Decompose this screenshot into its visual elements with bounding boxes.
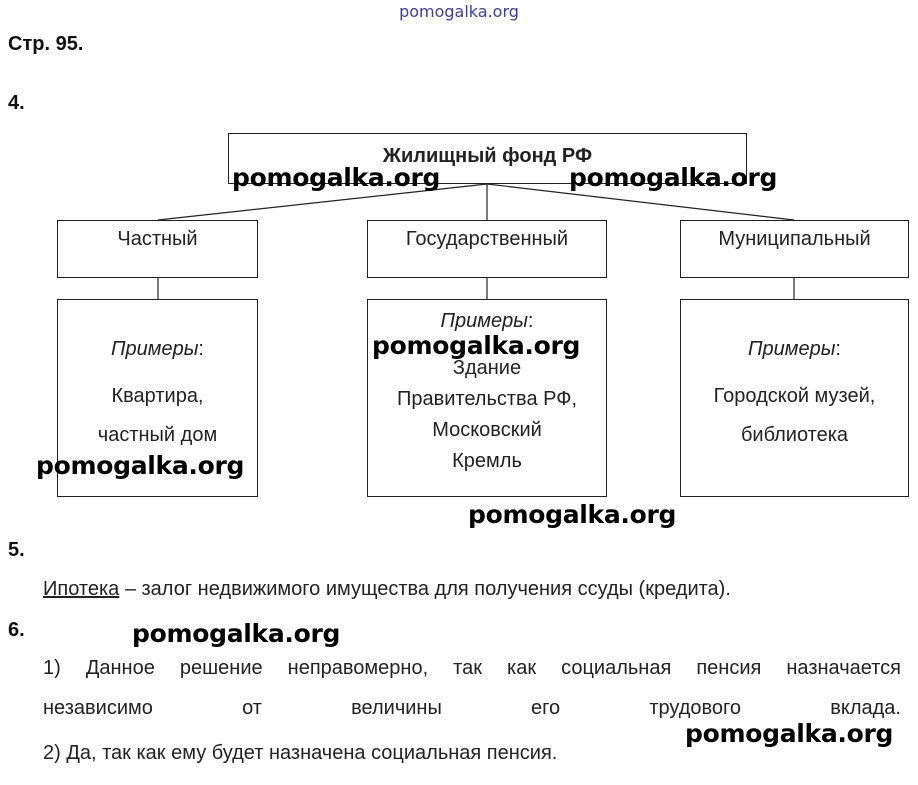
category-box-municipal [680,220,909,278]
example-item: Правительства РФ, [396,388,578,410]
task6-number: 6. [8,619,25,641]
term-ipoteka: Ипотека [43,578,120,600]
site-header-link[interactable]: pomogalka.org [399,2,519,21]
diagram-root-label: Жилищный фонд РФ [382,145,593,167]
examples-heading: Примеры: [748,338,841,360]
watermark: pomogalka.org [36,451,245,480]
watermark: pomogalka.org [372,331,581,360]
watermark: pomogalka.org [468,500,677,529]
task5-answer [43,578,731,601]
example-item: Московский [432,419,542,441]
watermark: pomogalka.org [685,719,894,748]
page-label: Стр. 95. [8,33,84,55]
example-item: частный дом [97,424,218,446]
example-item: Здание [452,357,522,379]
examples-heading: Примеры: [111,338,204,360]
category-label: Муниципальный [718,228,871,250]
examples-heading: Примеры: [440,310,534,332]
category-label: Государственный [405,228,569,250]
watermark: pomogalka.org [232,163,441,192]
examples-box-municipal [680,299,909,497]
term-definition: – залог недвижимого имущества для получения ссуды (кредита). [119,578,731,600]
task4-number: 4. [8,92,25,114]
watermark: pomogalka.org [569,163,778,192]
category-box-private [57,220,258,278]
example-item: библиотека [740,424,849,446]
watermark: pomogalka.org [132,619,341,648]
example-item: Кремль [452,450,522,472]
task5-number: 5. [8,539,25,561]
task6-answer1-line2: независимо от величины его трудового вклада. [43,697,901,719]
examples-box-state [367,299,607,497]
task6-answer2: 2) Да, так как ему будет назначена социальная пенсия. [43,742,558,764]
category-label: Частный [117,228,198,250]
example-item: Городской музей, [713,385,876,407]
example-item: Квартира, [111,385,204,407]
category-box-state [367,220,607,278]
task6-answer1-line1: 1) Данное решение неправомерно, так как социальная пенсия назначается [43,657,901,679]
